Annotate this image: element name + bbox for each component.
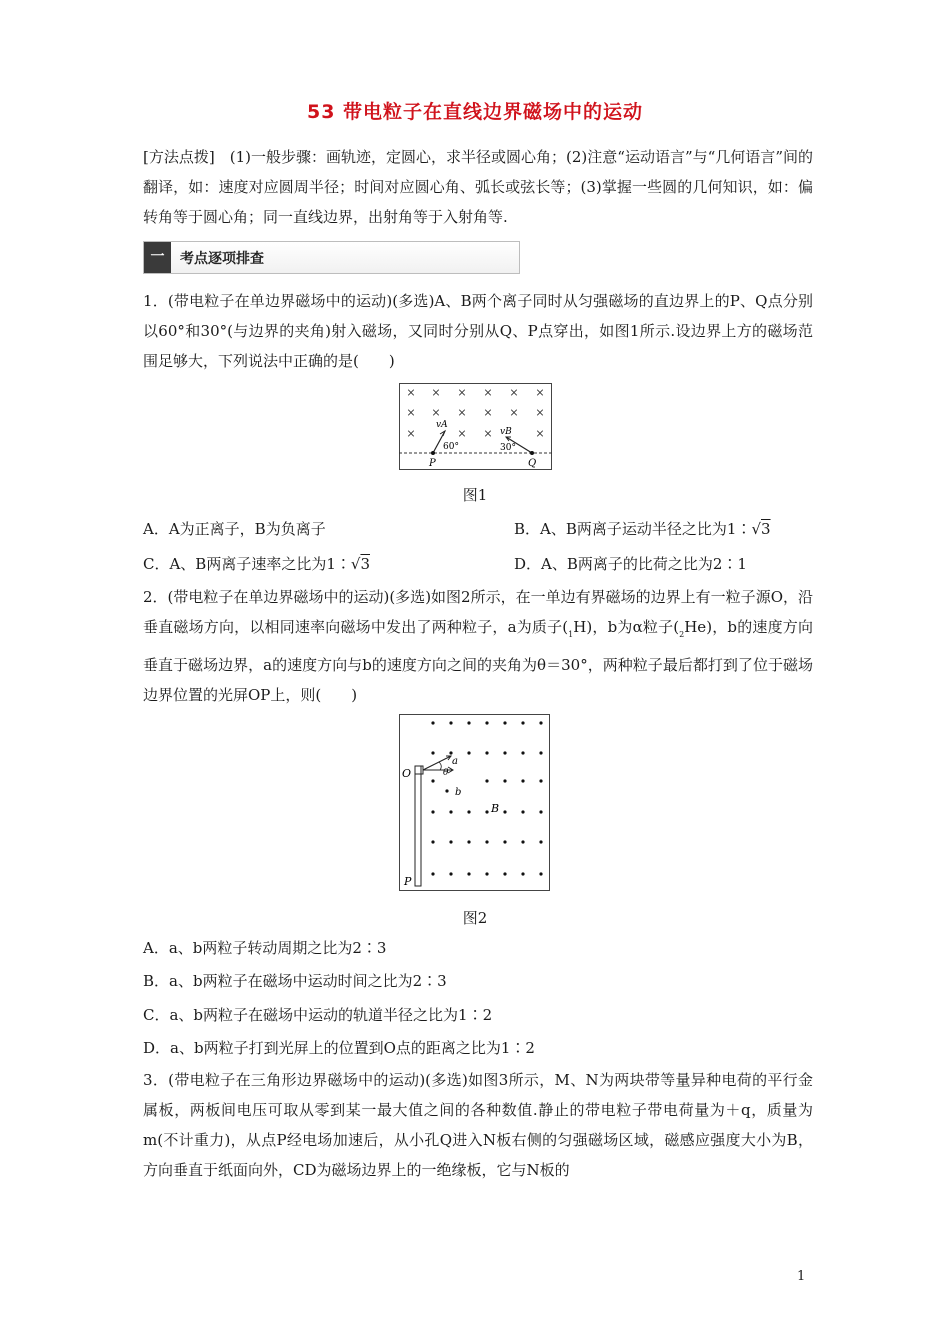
label-a: a <box>452 756 458 767</box>
figure-2 <box>399 714 551 892</box>
proton-sub: 1 <box>568 630 574 639</box>
field-dot <box>503 840 506 843</box>
cross-mark: × <box>483 427 493 440</box>
figure-1-caption: 图1 <box>462 486 488 504</box>
angle-a: 60° <box>443 442 459 452</box>
label-vb: vB <box>500 427 512 437</box>
field-dot <box>431 810 434 813</box>
field-dot <box>503 751 506 754</box>
field-dot <box>449 840 452 843</box>
field-dot <box>539 721 542 724</box>
section-tag: 一 <box>144 242 171 273</box>
q1-option-a: A．A为正离子，B为负离子 <box>143 520 326 538</box>
field-dot <box>485 840 488 843</box>
field-dot <box>467 721 470 724</box>
field-dot <box>431 779 434 782</box>
field-dot <box>449 810 452 813</box>
field-dot <box>431 751 434 754</box>
field-dot <box>431 840 434 843</box>
field-dot <box>445 789 448 792</box>
field-dot <box>539 751 542 754</box>
field-dot <box>467 751 470 754</box>
cross-mark: × <box>457 427 467 440</box>
field-dot <box>485 779 488 782</box>
alpha-symbol: He <box>684 618 707 636</box>
point-p: P <box>404 875 412 888</box>
cross-mark: × <box>483 406 493 419</box>
field-dot <box>449 751 452 754</box>
sqrt-radicand: 3 <box>761 520 771 538</box>
field-dot <box>431 872 434 875</box>
q2-stem-part2: )，b为α粒子( <box>586 618 680 636</box>
q1-option-c <box>143 553 370 574</box>
sqrt-sign: √ <box>751 520 761 538</box>
q1-option-b-text: B．A、B两离子运动半径之比为1∶ <box>514 520 752 538</box>
field-dot <box>539 872 542 875</box>
field-dot <box>467 840 470 843</box>
field-dot <box>521 840 524 843</box>
cross-mark: × <box>457 406 467 419</box>
section-header <box>143 241 520 274</box>
field-dot <box>503 810 506 813</box>
cross-mark: × <box>483 386 493 399</box>
sqrt-radicand: 3 <box>360 555 370 573</box>
field-dot <box>503 721 506 724</box>
cross-mark: × <box>431 386 441 399</box>
cross-mark: × <box>457 386 467 399</box>
cross-mark: × <box>509 386 519 399</box>
label-va: vA <box>436 420 448 430</box>
figure-1 <box>399 383 553 471</box>
q2-option-c: C．a、b两粒子在磁场中运动的轨道半径之比为1∶2 <box>143 1006 493 1024</box>
q3-stem: 3．(带电粒子在三角形边界磁场中的运动)(多选)如图3所示，M、N为两块带等量异种电荷的平行金属板，两板间电压可取从零到某一最大值之间的各种数值.静止的带电粒子带电荷量为＋q，质量为m(不计重力)，从点P经电场加速后，从小孔Q进入N板右侧的匀强磁场区域，磁感应强度大小为B，方向垂直于纸面向外，CD为磁场边界上的一绝缘板，它与N板的 <box>143 1071 813 1179</box>
cross-mark: × <box>509 406 519 419</box>
field-dot <box>521 872 524 875</box>
field-dot <box>503 779 506 782</box>
cross-mark: × <box>406 406 416 419</box>
q1-stem: 1．(带电粒子在单边界磁场中的运动)(多选)A、B两个离子同时从匀强磁场的直边界上的P、Q点分别以60°和30°(与边界的夹角)射入磁场，又同时分别从Q、P点穿出，如图1所示.设边界上方的磁场范围足够大，下列说法中正确的是( ) <box>143 292 813 370</box>
cross-mark: × <box>535 427 545 440</box>
field-dot <box>539 779 542 782</box>
q2-option-d: D．a、b两粒子打到光屏上的位置到O点的距离之比为1∶2 <box>143 1039 535 1057</box>
figure-2-caption: 图2 <box>462 909 488 927</box>
point-p: P <box>429 458 436 469</box>
field-dot <box>539 810 542 813</box>
field-dot <box>521 810 524 813</box>
field-dot <box>521 779 524 782</box>
page-title: 53 带电粒子在直线边界磁场中的运动 <box>306 101 644 123</box>
cross-mark: × <box>406 427 416 440</box>
field-dot <box>539 840 542 843</box>
field-dot <box>521 751 524 754</box>
angle-b: 30° <box>500 443 516 453</box>
q2-stem-part1: 2．(带电粒子在单边界磁场中的运动)(多选)如图2所示，在一单边有界磁场的边界上有一粒子源O，沿垂直磁场方向，以相同速率向磁场中发出了两种粒子，a为质子( <box>143 588 813 636</box>
field-dot <box>485 721 488 724</box>
label-b: b <box>455 787 462 798</box>
field-dot <box>485 872 488 875</box>
cross-mark: × <box>431 406 441 419</box>
field-dot <box>467 810 470 813</box>
label-field-b: B <box>491 802 500 815</box>
section-label: 考点逐项排查 <box>180 251 264 267</box>
field-dot <box>467 872 470 875</box>
cross-mark: × <box>535 386 545 399</box>
field-dot <box>503 872 506 875</box>
field-dot <box>449 721 452 724</box>
cross-mark: × <box>406 386 416 399</box>
q1-option-d: D．A、B两离子的比荷之比为2∶1 <box>514 555 747 573</box>
label-theta: θ <box>443 768 449 778</box>
field-dot <box>431 721 434 724</box>
q2-stem-part3: )，b的速度方向垂直于磁场边界，a的速度方向与b的速度方向之间的夹角为θ＝30°，两种粒子最后都打到了位于磁场边界位置的光屏OP上，则( ) <box>143 618 813 704</box>
field-dot <box>521 721 524 724</box>
q2-option-b: B．a、b两粒子在磁场中运动时间之比为2∶3 <box>143 972 447 990</box>
field-dot <box>449 872 452 875</box>
sqrt-sign: √ <box>350 555 361 573</box>
method-tip: [方法点拨] (1)一般步骤：画轨迹，定圆心，求半径或圆心角；(2)注意“运动语言”与“几何语言”间的翻译，如：速度对应圆周半径；时间对应圆心角、弧长或弦长等；(3)掌握一些圆的几何知识，如：偏转角等于圆心角；同一直线边界，出射角等于入射角等. <box>143 148 813 226</box>
q1-option-c-text: C．A、B两离子速率之比为1∶ <box>143 555 351 573</box>
q2-stem <box>143 582 813 710</box>
proton-symbol: H <box>573 618 587 636</box>
q1-option-b <box>514 518 771 539</box>
q2-option-a: A．a、b两粒子转动周期之比为2∶3 <box>143 939 387 957</box>
point-q: Q <box>528 458 537 469</box>
alpha-sub: 2 <box>679 630 685 639</box>
field-dot <box>485 810 488 813</box>
page-number: 1 <box>797 1269 806 1284</box>
field-dot <box>485 751 488 754</box>
point-o: O <box>402 767 412 780</box>
cross-mark: × <box>535 406 545 419</box>
